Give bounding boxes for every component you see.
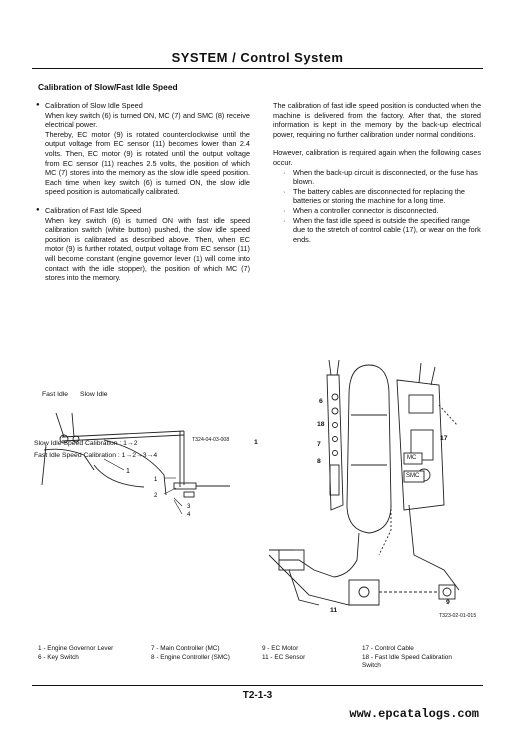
- cab-control-illustration: [239, 355, 484, 630]
- callout-8: 8: [317, 458, 321, 465]
- callout-17: 17: [440, 435, 448, 442]
- smc-box-label: SMC: [406, 473, 420, 479]
- bullet-icon: ●: [36, 206, 40, 213]
- legend-col-2: [151, 645, 230, 662]
- legend-item: 9 - EC Motor: [262, 645, 299, 652]
- mc-box-label: MC: [407, 455, 417, 461]
- slow-idle-sequence: Slow Idle Speed Calibration : 1→2: [34, 440, 138, 447]
- watermark-text: www.epcatalogs.com: [349, 707, 479, 721]
- fast-idle-sequence: Fast Idle Speed Calibration : 1→2→3→4: [34, 452, 158, 459]
- header-divider: [32, 68, 483, 69]
- left-figure-code: T324-04-03-008: [192, 437, 230, 443]
- list-marker: ·: [283, 205, 286, 215]
- factory-calibration-paragraph: The calibration of fast idle speed position is conducted when the machine is delivered from the factory. After that, the stored information is kept in the memory by the back-up electrical power, requiring no further calibration under normal conditions.: [273, 101, 481, 139]
- legend-item: 18 - Fast Idle Speed Calibration: [362, 653, 452, 661]
- left-column: [36, 101, 250, 283]
- list-marker: ·: [283, 215, 286, 225]
- slow-idle-paragraph-1: When key switch (6) is turned ON, MC (7) and SMC (8) receive electrical power.: [45, 110, 250, 130]
- right-column: [273, 101, 481, 244]
- list-item: · When the fast idle speed is outside the specified range due to the stretch of control cable (17), or wear on the fork ends.: [283, 215, 481, 244]
- list-item: · When the back-up circuit is disconnected, or the fuse has blown.: [283, 167, 478, 187]
- page-title: SYSTEM / Control System: [171, 50, 344, 65]
- callout-11: 11: [330, 607, 338, 614]
- legend-col-1: [38, 645, 113, 662]
- page-number: T2-1-3: [242, 690, 273, 701]
- legend-item: 7 - Main Controller (MC): [151, 645, 220, 652]
- callout-7: 7: [317, 441, 321, 448]
- callout-2: 2: [154, 493, 158, 499]
- list-marker: ·: [283, 186, 286, 196]
- callout-1: 1: [126, 468, 130, 475]
- callout-4: 4: [187, 512, 191, 518]
- legend-item: 11 - EC Sensor: [262, 653, 306, 661]
- fast-idle-title: Calibration of Fast Idle Speed: [45, 205, 142, 215]
- fast-idle-paragraph-1: When key switch (6) is turned ON with fast idle speed calibration switch (white button) pushed, the slow idle speed position is calibrated as described above. Then, when EC motor (9) is further rotated, output voltage from EC sensor (11) will become constant (engine governor lever (1) will come into contact with the idle stopper), the position of which MC (7) stores into the memory.: [45, 215, 250, 283]
- recalibration-cases-list: [273, 168, 481, 245]
- legend-item: 8 - Engine Controller (SMC): [151, 653, 230, 661]
- callout-9: 9: [446, 599, 450, 606]
- footer-divider: [32, 685, 483, 686]
- list-marker: ·: [283, 167, 286, 177]
- section-title: Calibration of Slow/Fast Idle Speed: [38, 82, 178, 92]
- legend-item: 1 - Engine Governor Lever: [38, 645, 114, 652]
- legend-item: 17 - Control Cable: [362, 645, 414, 652]
- callout-1-right: 1: [254, 439, 258, 446]
- diagram-area: [34, 355, 484, 635]
- list-item: · The battery cables are disconnected for replacing the batteries or storing the machine for a long time.: [283, 186, 465, 206]
- callout-1-arrow: 1: [154, 477, 158, 483]
- legend-item: Switch: [362, 662, 381, 669]
- callout-3: 3: [187, 504, 191, 510]
- list-item: · When a controller connector is disconnected.: [283, 205, 439, 215]
- callout-18: 18: [317, 421, 325, 428]
- fast-idle-label: Fast Idle: [42, 391, 69, 398]
- legend-item: 6 - Key Switch: [38, 653, 79, 661]
- legend-col-3: [262, 645, 305, 662]
- legend-col-4: [362, 645, 452, 671]
- recalibration-paragraph: However, calibration is required again when the following cases occur.: [273, 148, 481, 167]
- slow-idle-title: Calibration of Slow Idle Speed: [45, 101, 143, 110]
- callout-6: 6: [319, 398, 323, 405]
- slow-idle-paragraph-2: Thereby, EC motor (9) is rotated counterclockwise until the output voltage from EC sensor (11) becomes lower than 2.4 volts. Then, EC motor (9) is rotated until the output voltage from EC sensor (11) reaches 2.5 volts, the position of which MC (7) stores into the memory as the slow idle speed position. Each time when key switch (6) is turned ON, the slow idle speed position is automatically calibrated.: [45, 129, 250, 197]
- slow-idle-heading: [36, 101, 250, 111]
- right-figure-code: T323-02-01-015: [439, 613, 477, 619]
- bullet-icon: ●: [36, 102, 40, 108]
- fast-idle-heading: [36, 206, 250, 216]
- slow-idle-label: Slow Idle: [80, 391, 108, 398]
